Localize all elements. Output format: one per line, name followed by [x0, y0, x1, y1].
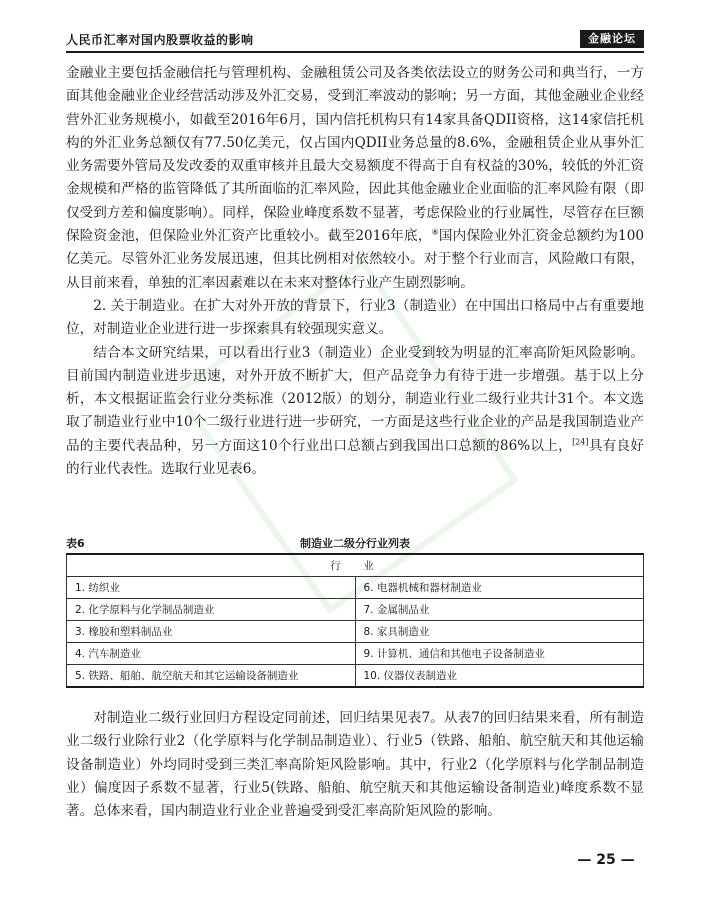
footnote-marker: ⑧	[431, 227, 439, 237]
table-cell: 4. 汽车制造业	[67, 643, 356, 665]
table-cell: 9. 计算机、通信和其他电子设备制造业	[355, 643, 644, 665]
citation-marker: [24]	[572, 437, 589, 447]
table-header: 行 业	[67, 554, 644, 577]
table-cell: 6. 电器机械和器材制造业	[355, 577, 644, 599]
table-cell: 2. 化学原料与化学制品制造业	[67, 599, 356, 621]
table-row	[67, 621, 644, 643]
table-cell: 8. 家具制造业	[355, 621, 644, 643]
paragraph-other-finance: 金融业主要包括金融信托与管理机构、金融租赁公司及各类依法设立的财务公司和典当行，一方面其他金融业企业经营活动涉及外汇交易，受到汇率波动的影响；另一方面，其他金融业企业经营外汇业务规模小，如截至2016年6月，国内信托机构只有14家具备QDII资格，这14家信托机构的外汇业务总额仅有77.50亿美元，仅占国内QDII业务总量的8.6%，金融租赁企业从事外汇业务需要外管局及发改委的双重审核并且最大交易额度不得高于自有权益的30%，较低的外汇资金规模和严格的监管降低了其所面临的汇率风险，因此其他金融业企业面临的汇率风险有限（即仅受到方差和偏度影响）。同样，保险业峰度系数不显著，考虑保险业的行业属性，尽管存在巨额保险资金池，但保险业外汇资产比重较小。截至2016年底，⑧国内保险业外汇资金总额约为100亿美元。尽管外汇业务发展迅速，但其比例相对依然较小。对于整个行业而言，风险敞口有限，从目前来看，单独的汇率因素难以在未来对整体行业产生剧烈影响。	[66, 65, 644, 291]
table-row	[67, 665, 644, 688]
table-number: 表6	[66, 537, 85, 550]
section-badge: 金融论坛	[580, 30, 644, 48]
body-text-bottom	[66, 707, 644, 823]
table-cell: 1. 纺织业	[67, 577, 356, 599]
table-title: 制造业二级分行业列表	[300, 537, 410, 550]
table-row	[67, 599, 644, 621]
page-number: — 25 —	[577, 852, 635, 868]
paragraph-regression-results: 对制造业二级行业回归方程设定同前述，回归结果见表7。从表7的回归结果来看，所有制造业二级行业除行业2（化学原料与化学制品制造业）、行业5（铁路、船舶、航空航天和其他运输设备制造业）外均同时受到三类汇率高阶矩风险影响。其中，行业2（化学原料与化学制品制造业）偏度因子系数不显著，行业5(铁路、船舶、航空航天和其他运输设备制造业)峰度系数不显著。总体来看，国内制造业行业企业普遍受到受汇率高阶矩风险的影响。	[66, 710, 644, 820]
table-cell: 10. 仪器仪表制造业	[355, 665, 644, 688]
table-cell: 3. 橡胶和塑料制品业	[67, 621, 356, 643]
table-caption	[66, 533, 644, 551]
table-row	[67, 643, 644, 665]
paragraph-manufacturing-heading: 2. 关于制造业。在扩大对外开放的背景下，行业3（制造业）在中国出口格局中占有重要地位，对制造业企业进行进一步探索具有较强现实意义。	[66, 297, 644, 338]
table-cell: 5. 铁路、船舶、航空航天和其它运输设备制造业	[67, 665, 356, 688]
table-cell: 7. 金属制品业	[355, 599, 644, 621]
running-header	[66, 30, 644, 50]
paragraph-manufacturing-analysis: 结合本文研究结果，可以看出行业3（制造业）企业受到较为明显的汇率高阶矩风险影响。目前国内制造业进步迅速，对外开放不断扩大，但产品竞争力有待于进一步增强。基于以上分析，本文根据证监会行业分类标准（2012版）的划分，制造业行业二级行业共计31个。本文选取了制造业行业中10个二级行业进行进一步研究，一方面是这些行业企业的产品是我国制造业产品的主要代表品种，另一方面这10个行业出口总额占到我国出口总额的86%以上，[24]具有良好的行业代表性。选取行业见表6。	[66, 344, 644, 478]
industry-table	[66, 553, 644, 688]
header-divider	[66, 51, 644, 53]
body-text-top	[66, 62, 644, 481]
table-row	[67, 577, 644, 599]
running-header-title: 人民币汇率对国内股票收益的影响	[66, 33, 254, 47]
